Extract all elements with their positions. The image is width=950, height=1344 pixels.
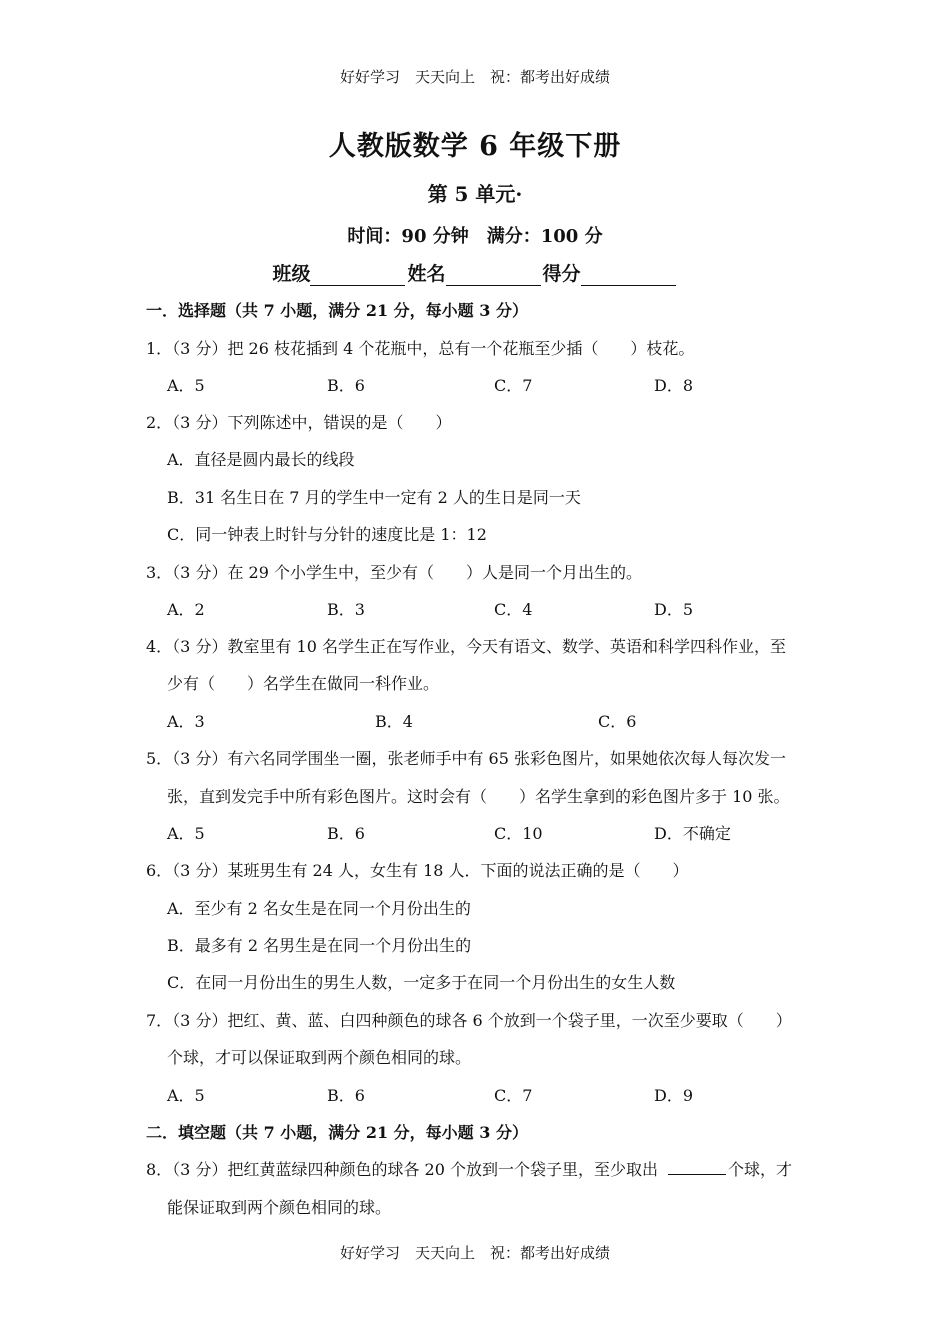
question-4-line-2: 少有（ ）名学生在做同一科作业。 — [167, 674, 440, 693]
q3-option-c: C．4 — [494, 600, 533, 619]
question-7-line-1: 7．（3 分）把红、黄、蓝、白四种颜色的球各 6 个放到一个袋子里，一次至少要取（ ） — [146, 1011, 792, 1030]
q3-option-a: A．2 — [167, 600, 205, 619]
q4-option-c: C．6 — [598, 712, 637, 731]
page-footer-motto: 好好学习 天天向上 祝：都考出好成绩 — [339, 1244, 610, 1262]
class-field[interactable] — [310, 267, 405, 286]
q2-option-a: A．直径是圆内最长的线段 — [167, 450, 355, 469]
q3-option-b: B．3 — [327, 600, 365, 619]
question-6: 6．（3 分）某班男生有 24 人，女生有 18 人．下面的说法正确的是（ ） — [146, 861, 689, 880]
q4-option-a: A．3 — [167, 712, 205, 731]
q7-option-c: C．7 — [494, 1086, 533, 1105]
q2-option-b: B．31 名生日在 7 月的学生中一定有 2 人的生日是同一天 — [167, 488, 581, 507]
name-label: 姓名 — [407, 263, 446, 285]
name-field[interactable] — [446, 267, 541, 286]
q3-option-d: D．5 — [654, 600, 694, 619]
q5-option-b: B．6 — [327, 824, 365, 843]
score-label: 得分 — [542, 263, 581, 285]
question-1: 1．（3 分）把 26 枝花插到 4 个花瓶中，总有一个花瓶至少插（ ）枝花。 — [146, 339, 695, 358]
question-5-line-2: 张，直到发完手中所有彩色图片。这时会有（ ）名学生拿到的彩色图片多于 10 张。 — [167, 787, 790, 806]
q5-option-c: C．10 — [494, 824, 543, 843]
page-title: 人教版数学 6 年级下册 — [328, 131, 622, 162]
q8-answer-blank[interactable] — [668, 1160, 726, 1175]
q8-text-before-blank: 8．（3 分）把红黄蓝绿四种颜色的球各 20 个放到一个袋子里，至少取出 — [146, 1160, 658, 1179]
question-7-line-2: 个球，才可以保证取到两个颜色相同的球。 — [167, 1048, 472, 1067]
section-1-heading: 一．选择题（共 7 小题，满分 21 分，每小题 3 分） — [146, 301, 528, 320]
q2-option-c: C．同一钟表上时针与分针的速度比是 1：12 — [167, 525, 487, 544]
q6-option-b: B．最多有 2 名男生是在同一个月份出生的 — [167, 936, 472, 955]
unit-subtitle: 第 5 单元· — [427, 182, 523, 206]
class-label: 班级 — [272, 263, 311, 285]
exam-info: 时间：90 分钟 满分：100 分 — [347, 226, 603, 247]
question-5-line-1: 5．（3 分）有六名同学围坐一圈，张老师手中有 65 张彩色图片，如果她依次每人每次发一 — [146, 749, 786, 768]
question-8-line-2: 能保证取到两个颜色相同的球。 — [167, 1198, 392, 1217]
q5-option-d: D．不确定 — [654, 824, 731, 843]
q1-option-c: C．7 — [494, 376, 533, 395]
q7-option-d: D．9 — [654, 1086, 694, 1105]
q7-option-a: A．5 — [167, 1086, 205, 1105]
q7-option-b: B．6 — [327, 1086, 365, 1105]
section-2-heading: 二．填空题（共 7 小题，满分 21 分，每小题 3 分） — [146, 1123, 528, 1142]
question-3: 3．（3 分）在 29 个小学生中，至少有（ ）人是同一个月出生的。 — [146, 563, 642, 582]
q6-option-a: A．至少有 2 名女生是在同一个月份出生的 — [167, 899, 471, 918]
q5-option-a: A．5 — [167, 824, 205, 843]
q1-option-d: D．8 — [654, 376, 694, 395]
question-2: 2．（3 分）下列陈述中，错误的是（ ） — [146, 413, 452, 432]
q4-option-b: B．4 — [375, 712, 413, 731]
student-info-line — [0, 259, 950, 286]
score-field[interactable] — [581, 267, 676, 286]
question-4-line-1: 4．（3 分）教室里有 10 名学生正在写作业，今天有语文、数学、英语和科学四科作业，至 — [146, 637, 786, 656]
q8-text-after-blank: 个球，才 — [727, 1160, 792, 1179]
page-header-motto: 好好学习 天天向上 祝：都考出好成绩 — [339, 68, 610, 86]
q1-option-a: A．5 — [167, 376, 205, 395]
q1-option-b: B．6 — [327, 376, 365, 395]
question-8-line-1 — [146, 1157, 792, 1180]
q6-option-c: C．在同一月份出生的男生人数，一定多于在同一个月份出生的女生人数 — [167, 973, 676, 992]
